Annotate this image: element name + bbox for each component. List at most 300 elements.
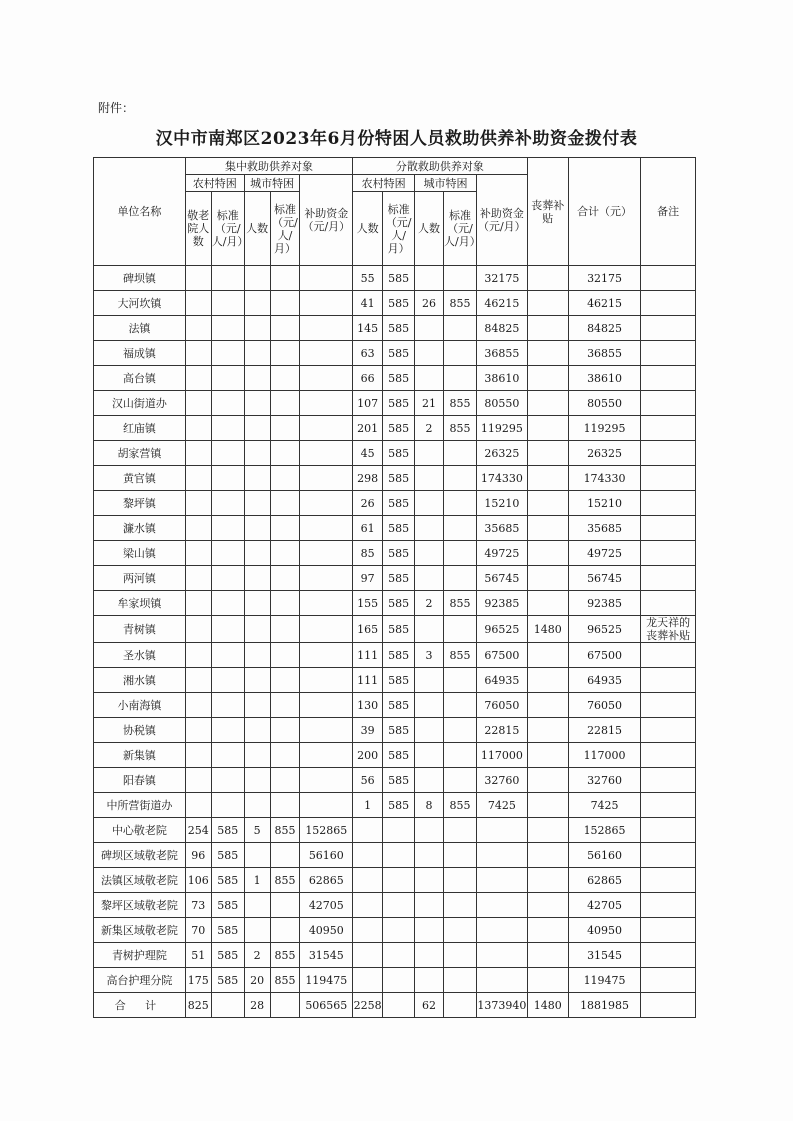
header-concentrated: 集中救助供养对象 (185, 158, 352, 175)
cell-funeral (527, 466, 568, 491)
cell-c-rural-standard: 585 (211, 968, 244, 993)
cell-c-funds (300, 768, 353, 793)
cell-remark (641, 693, 696, 718)
cell-c-urban-count: 1 (244, 868, 270, 893)
cell-total: 80550 (568, 391, 640, 416)
cell-c-funds (300, 718, 353, 743)
table-row (94, 291, 696, 316)
cell-d-rural-count: 107 (353, 391, 383, 416)
cell-c-rural-standard (211, 266, 244, 291)
cell-d-rural-standard: 585 (383, 341, 415, 366)
cell-unit: 青树护理院 (94, 943, 186, 968)
cell-c-urban-count (244, 743, 270, 768)
cell-c-funds (300, 466, 353, 491)
cell-d-urban-standard: 855 (444, 416, 477, 441)
cell-total: 35685 (568, 516, 640, 541)
cell-funeral (527, 943, 568, 968)
cell-unit: 梁山镇 (94, 541, 186, 566)
header-remark: 备注 (641, 158, 696, 266)
cell-funeral (527, 868, 568, 893)
cell-c-urban-standard (270, 643, 300, 668)
cell-remark (641, 391, 696, 416)
cell-d-rural-count: 26 (353, 491, 383, 516)
cell-c-urban-count (244, 291, 270, 316)
cell-d-funds: 117000 (477, 743, 528, 768)
cell-d-funds: 32175 (477, 266, 528, 291)
cell-c-rural-standard (211, 566, 244, 591)
cell-total: 62865 (568, 868, 640, 893)
cell-unit: 碑坝区域敬老院 (94, 843, 186, 868)
cell-c-rural-standard (211, 743, 244, 768)
cell-unit: 牟家坝镇 (94, 591, 186, 616)
cell-c-rural-count: 106 (185, 868, 211, 893)
cell-c-urban-standard (270, 668, 300, 693)
cell-c-funds (300, 643, 353, 668)
cell-c-urban-count (244, 718, 270, 743)
cell-d-funds (477, 843, 528, 868)
cell-c-rural-count (185, 541, 211, 566)
cell-d-rural-count: 145 (353, 316, 383, 341)
cell-c-rural-standard: 585 (211, 943, 244, 968)
cell-d-rural-standard: 585 (383, 516, 415, 541)
cell-d-funds: 84825 (477, 316, 528, 341)
cell-total: 32760 (568, 768, 640, 793)
cell-c-rural-standard (211, 316, 244, 341)
cell-d-funds: 32760 (477, 768, 528, 793)
cell-c-funds: 40950 (300, 918, 353, 943)
cell-d-urban-count: 21 (415, 391, 444, 416)
cell-c-rural-standard: 585 (211, 893, 244, 918)
cell-c-urban-standard (270, 541, 300, 566)
cell-d-urban-count (415, 943, 444, 968)
cell-c-rural-count (185, 668, 211, 693)
cell-c-funds: 119475 (300, 968, 353, 993)
cell-remark (641, 643, 696, 668)
cell-d-rural-count (353, 843, 383, 868)
attachment-label: 附件： (98, 101, 135, 115)
cell-c-rural-count (185, 516, 211, 541)
cell-c-urban-standard: 855 (270, 968, 300, 993)
cell-d-rural-standard: 585 (383, 466, 415, 491)
table-row (94, 566, 696, 591)
cell-c-rural-count (185, 416, 211, 441)
cell-c-rural-standard (211, 668, 244, 693)
cell-d-rural-count: 155 (353, 591, 383, 616)
cell-c-urban-count (244, 366, 270, 391)
cell-d-urban-count (415, 743, 444, 768)
cell-d-funds: 49725 (477, 541, 528, 566)
cell-total: 152865 (568, 818, 640, 843)
cell-c-urban-standard (270, 391, 300, 416)
cell-c-urban-count (244, 541, 270, 566)
cell-d-urban-count (415, 693, 444, 718)
cell-d-rural-standard: 585 (383, 693, 415, 718)
table-body (94, 266, 696, 993)
cell-d-urban-standard (444, 266, 477, 291)
table-row (94, 968, 696, 993)
cell-funeral (527, 516, 568, 541)
cell-d-urban-standard (444, 693, 477, 718)
total-d-rural-standard (383, 993, 415, 1018)
cell-unit: 湘水镇 (94, 668, 186, 693)
cell-d-funds: 22815 (477, 718, 528, 743)
cell-d-urban-count (415, 491, 444, 516)
cell-remark (641, 718, 696, 743)
table-row (94, 416, 696, 441)
cell-unit: 碑坝镇 (94, 266, 186, 291)
cell-remark (641, 868, 696, 893)
cell-c-urban-count (244, 843, 270, 868)
cell-d-rural-standard: 585 (383, 668, 415, 693)
cell-c-urban-standard (270, 266, 300, 291)
cell-d-rural-standard: 585 (383, 793, 415, 818)
cell-total: 117000 (568, 743, 640, 768)
cell-c-urban-count (244, 693, 270, 718)
header-concentrated-funds: 补助资金（元/月） (300, 175, 353, 266)
cell-c-urban-count (244, 918, 270, 943)
total-c-rural-standard (211, 993, 244, 1018)
cell-d-rural-count (353, 818, 383, 843)
cell-d-rural-count: 111 (353, 643, 383, 668)
cell-funeral (527, 818, 568, 843)
cell-c-funds (300, 291, 353, 316)
cell-remark (641, 541, 696, 566)
cell-d-urban-count (415, 566, 444, 591)
cell-total: 67500 (568, 643, 640, 668)
cell-remark (641, 516, 696, 541)
table-row (94, 818, 696, 843)
cell-funeral (527, 793, 568, 818)
cell-d-funds: 36855 (477, 341, 528, 366)
table-row (94, 668, 696, 693)
cell-d-rural-standard (383, 918, 415, 943)
cell-d-rural-standard: 585 (383, 291, 415, 316)
cell-c-rural-count (185, 591, 211, 616)
cell-c-urban-standard (270, 341, 300, 366)
cell-c-urban-standard (270, 416, 300, 441)
cell-funeral (527, 416, 568, 441)
cell-d-rural-count (353, 968, 383, 993)
cell-d-rural-count: 130 (353, 693, 383, 718)
cell-remark (641, 818, 696, 843)
cell-c-rural-count (185, 441, 211, 466)
table-row (94, 868, 696, 893)
cell-c-rural-count (185, 291, 211, 316)
cell-c-rural-count: 96 (185, 843, 211, 868)
cell-unit: 红庙镇 (94, 416, 186, 441)
cell-c-rural-count: 51 (185, 943, 211, 968)
cell-d-urban-count (415, 968, 444, 993)
cell-c-urban-count (244, 643, 270, 668)
cell-remark (641, 943, 696, 968)
cell-d-rural-standard (383, 943, 415, 968)
cell-unit: 高台护理分院 (94, 968, 186, 993)
cell-d-funds: 15210 (477, 491, 528, 516)
cell-unit: 新集区域敬老院 (94, 918, 186, 943)
cell-funeral (527, 366, 568, 391)
cell-c-urban-count (244, 566, 270, 591)
table-row (94, 743, 696, 768)
cell-c-rural-count (185, 616, 211, 643)
header-unit-name: 单位名称 (94, 158, 186, 266)
cell-c-urban-standard (270, 441, 300, 466)
cell-d-rural-count: 61 (353, 516, 383, 541)
cell-funeral (527, 693, 568, 718)
cell-total: 119295 (568, 416, 640, 441)
header-c-urban-count: 人数 (244, 192, 270, 266)
cell-c-rural-standard: 585 (211, 918, 244, 943)
cell-c-rural-count: 73 (185, 893, 211, 918)
table-row (94, 266, 696, 291)
cell-unit: 新集镇 (94, 743, 186, 768)
cell-d-funds: 26325 (477, 441, 528, 466)
cell-c-urban-standard (270, 693, 300, 718)
cell-c-rural-standard (211, 591, 244, 616)
cell-d-funds: 56745 (477, 566, 528, 591)
cell-c-rural-count (185, 768, 211, 793)
cell-d-rural-count: 56 (353, 768, 383, 793)
total-grand: 1881985 (568, 993, 640, 1018)
cell-d-rural-standard (383, 893, 415, 918)
cell-d-urban-standard (444, 893, 477, 918)
header-d-rural-standard: 标准（元/人/月） (383, 192, 415, 266)
cell-c-rural-standard (211, 718, 244, 743)
cell-d-rural-count: 111 (353, 668, 383, 693)
cell-c-rural-count (185, 316, 211, 341)
cell-d-rural-count: 55 (353, 266, 383, 291)
cell-c-urban-standard (270, 491, 300, 516)
cell-d-urban-count (415, 466, 444, 491)
cell-d-urban-count (415, 668, 444, 693)
cell-c-rural-count (185, 341, 211, 366)
cell-d-funds (477, 893, 528, 918)
cell-unit: 阳春镇 (94, 768, 186, 793)
cell-unit: 濂水镇 (94, 516, 186, 541)
cell-d-funds: 35685 (477, 516, 528, 541)
cell-remark (641, 291, 696, 316)
table-row (94, 793, 696, 818)
cell-c-rural-standard (211, 416, 244, 441)
cell-c-rural-standard (211, 768, 244, 793)
cell-unit: 汉山街道办 (94, 391, 186, 416)
cell-funeral (527, 566, 568, 591)
cell-funeral (527, 718, 568, 743)
cell-remark (641, 793, 696, 818)
cell-d-urban-standard (444, 441, 477, 466)
cell-d-rural-standard: 585 (383, 391, 415, 416)
cell-d-urban-standard (444, 843, 477, 868)
cell-unit: 胡家营镇 (94, 441, 186, 466)
cell-remark (641, 416, 696, 441)
cell-d-funds: 67500 (477, 643, 528, 668)
cell-funeral (527, 643, 568, 668)
cell-unit: 黄官镇 (94, 466, 186, 491)
cell-unit: 黎坪镇 (94, 491, 186, 516)
cell-d-urban-count (415, 718, 444, 743)
cell-remark (641, 591, 696, 616)
table-row (94, 718, 696, 743)
cell-d-urban-standard (444, 918, 477, 943)
cell-total: 76050 (568, 693, 640, 718)
cell-unit: 中心敬老院 (94, 818, 186, 843)
cell-remark (641, 668, 696, 693)
cell-c-funds: 152865 (300, 818, 353, 843)
cell-c-funds (300, 516, 353, 541)
cell-total: 64935 (568, 668, 640, 693)
cell-d-urban-standard (444, 616, 477, 643)
header-d-rural-count: 人数 (353, 192, 383, 266)
cell-c-funds: 56160 (300, 843, 353, 868)
cell-c-rural-count: 254 (185, 818, 211, 843)
cell-unit: 小南海镇 (94, 693, 186, 718)
cell-d-funds (477, 943, 528, 968)
cell-d-urban-standard: 855 (444, 291, 477, 316)
cell-d-rural-standard: 585 (383, 768, 415, 793)
cell-c-urban-standard (270, 566, 300, 591)
cell-d-urban-count (415, 818, 444, 843)
cell-d-urban-count: 8 (415, 793, 444, 818)
cell-d-funds (477, 968, 528, 993)
cell-c-rural-count (185, 491, 211, 516)
cell-d-urban-count (415, 918, 444, 943)
total-c-funds: 506565 (300, 993, 353, 1018)
cell-remark (641, 918, 696, 943)
cell-c-funds: 31545 (300, 943, 353, 968)
cell-c-urban-standard: 855 (270, 868, 300, 893)
cell-d-rural-count: 63 (353, 341, 383, 366)
cell-d-rural-count: 201 (353, 416, 383, 441)
cell-d-rural-standard (383, 818, 415, 843)
cell-total: 92385 (568, 591, 640, 616)
header-d-urban-standard: 标准（元/人/月） (444, 192, 477, 266)
cell-funeral (527, 441, 568, 466)
cell-d-urban-standard (444, 466, 477, 491)
cell-c-funds: 62865 (300, 868, 353, 893)
cell-c-funds (300, 793, 353, 818)
cell-d-urban-count (415, 541, 444, 566)
header-dispersed-funds: 补助资金（元/月） (477, 175, 528, 266)
cell-d-urban-standard: 855 (444, 391, 477, 416)
table-row (94, 441, 696, 466)
cell-c-rural-standard: 585 (211, 868, 244, 893)
cell-d-urban-standard (444, 943, 477, 968)
total-d-funds: 1373940 (477, 993, 528, 1018)
header-nursing-home-count: 敬老院人数 (185, 192, 211, 266)
cell-c-rural-standard (211, 341, 244, 366)
cell-c-urban-count (244, 491, 270, 516)
total-c-urban-standard (270, 993, 300, 1018)
cell-funeral (527, 541, 568, 566)
cell-total: 84825 (568, 316, 640, 341)
header-dispersed-rural: 农村特困 (353, 175, 415, 192)
cell-c-funds (300, 391, 353, 416)
cell-remark (641, 466, 696, 491)
table-row (94, 541, 696, 566)
total-c-rural-count: 825 (185, 993, 211, 1018)
cell-c-urban-standard (270, 793, 300, 818)
cell-d-funds: 64935 (477, 668, 528, 693)
cell-d-rural-standard: 585 (383, 566, 415, 591)
cell-c-urban-standard (270, 918, 300, 943)
cell-d-rural-count: 298 (353, 466, 383, 491)
cell-c-funds (300, 416, 353, 441)
total-d-urban-standard (444, 993, 477, 1018)
cell-remark (641, 341, 696, 366)
cell-c-urban-count: 2 (244, 943, 270, 968)
cell-c-urban-standard (270, 591, 300, 616)
table-row (94, 516, 696, 541)
cell-funeral (527, 768, 568, 793)
cell-c-urban-count (244, 668, 270, 693)
cell-c-funds (300, 743, 353, 768)
cell-c-funds (300, 441, 353, 466)
cell-d-rural-count: 200 (353, 743, 383, 768)
cell-d-rural-count: 45 (353, 441, 383, 466)
cell-d-urban-standard: 855 (444, 591, 477, 616)
cell-c-rural-count (185, 743, 211, 768)
cell-d-rural-standard: 585 (383, 643, 415, 668)
cell-c-rural-count: 175 (185, 968, 211, 993)
cell-remark (641, 366, 696, 391)
header-c-rural-standard: 标准（元/人/月） (211, 192, 244, 266)
cell-funeral (527, 391, 568, 416)
cell-d-funds: 174330 (477, 466, 528, 491)
cell-c-funds (300, 316, 353, 341)
cell-funeral (527, 591, 568, 616)
cell-c-urban-count (244, 391, 270, 416)
cell-c-rural-count (185, 391, 211, 416)
cell-d-rural-standard (383, 843, 415, 868)
cell-unit: 圣水镇 (94, 643, 186, 668)
cell-c-funds (300, 266, 353, 291)
cell-d-urban-standard (444, 818, 477, 843)
cell-d-urban-count (415, 868, 444, 893)
table-row (94, 491, 696, 516)
cell-c-urban-count: 20 (244, 968, 270, 993)
cell-funeral (527, 743, 568, 768)
table-row (94, 643, 696, 668)
cell-total: 96525 (568, 616, 640, 643)
header-dispersed: 分散救助供养对象 (353, 158, 527, 175)
cell-d-urban-standard (444, 968, 477, 993)
cell-c-urban-standard: 855 (270, 943, 300, 968)
header-concentrated-urban: 城市特困 (244, 175, 300, 192)
header-funeral-subsidy: 丧葬补贴 (527, 158, 568, 266)
cell-unit: 青树镇 (94, 616, 186, 643)
cell-funeral: 1480 (527, 616, 568, 643)
cell-total: 42705 (568, 893, 640, 918)
cell-c-rural-count (185, 266, 211, 291)
cell-funeral (527, 491, 568, 516)
cell-d-funds (477, 918, 528, 943)
cell-funeral (527, 266, 568, 291)
cell-c-urban-count (244, 591, 270, 616)
cell-remark (641, 266, 696, 291)
cell-total: 40950 (568, 918, 640, 943)
cell-d-rural-standard: 585 (383, 416, 415, 441)
cell-c-funds (300, 541, 353, 566)
cell-c-funds (300, 616, 353, 643)
table-row (94, 366, 696, 391)
cell-c-urban-standard (270, 516, 300, 541)
cell-d-urban-standard (444, 743, 477, 768)
cell-d-urban-standard (444, 541, 477, 566)
cell-d-urban-standard (444, 316, 477, 341)
cell-d-rural-standard: 585 (383, 743, 415, 768)
cell-d-rural-standard (383, 968, 415, 993)
table-row (94, 843, 696, 868)
cell-total: 174330 (568, 466, 640, 491)
